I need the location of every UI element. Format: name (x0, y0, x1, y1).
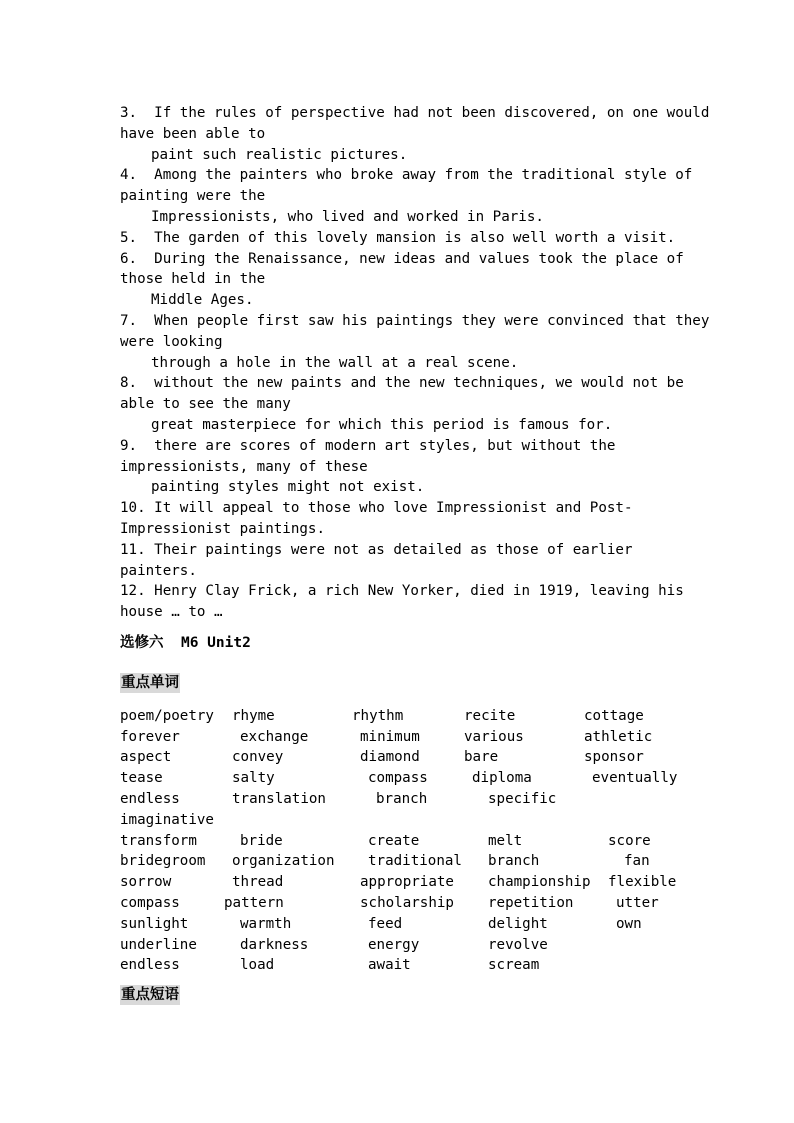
sentence-line: 11. Their paintings were not as detailed as those of earlier (120, 541, 633, 558)
vocabulary-word: fan (624, 853, 650, 869)
vocabulary-word: transform (120, 833, 197, 849)
key-words-heading: 重点单词 (121, 675, 179, 691)
vocabulary-word: bride (240, 833, 283, 849)
vocabulary-word: melt (488, 833, 523, 849)
vocabulary-word: forever (120, 729, 180, 745)
sentence-item (120, 311, 710, 373)
sentence-continuation: through a hole in the wall at a real scene. (151, 354, 519, 371)
vocabulary-word: scream (488, 957, 540, 973)
vocabulary-word: diploma (472, 770, 532, 786)
vocabulary-word: cottage (584, 708, 644, 724)
vocabulary-word: delight (488, 916, 548, 932)
vocabulary-word: scholarship (360, 895, 454, 911)
vocabulary-row (0, 955, 794, 975)
sentence-line: have been able to (120, 125, 266, 142)
vocabulary-row (0, 831, 794, 851)
vocabulary-word: energy (368, 937, 420, 953)
sentence-item (120, 540, 680, 582)
sentence-line: 5. The garden of this lovely mansion is also well worth a visit. (120, 229, 676, 246)
vocabulary-word: sunlight (120, 916, 189, 932)
sentence-item (120, 373, 684, 435)
sentence-list (120, 103, 710, 623)
vocabulary-row (0, 727, 794, 747)
vocabulary-word: recite (464, 708, 516, 724)
sentence-line: house … to … (120, 604, 223, 621)
vocabulary-word: minimum (360, 729, 420, 745)
vocabulary-word: bare (464, 749, 499, 765)
vocabulary-word: warmth (240, 916, 292, 932)
sentence-line: 8. without the new paints and the new techniques, we would not be (120, 375, 684, 392)
sentence-line: were looking (120, 333, 223, 350)
vocabulary-word: diamond (360, 749, 420, 765)
vocabulary-word: branch (376, 791, 428, 807)
vocabulary-word: thread (232, 874, 284, 890)
vocabulary-word: compass (120, 895, 180, 911)
vocabulary-word: tease (120, 770, 163, 786)
vocabulary-row (0, 789, 794, 809)
vocabulary-word: organization (232, 853, 335, 869)
vocabulary-word: darkness (240, 937, 309, 953)
vocabulary-word: revolve (488, 937, 548, 953)
sentence-line: 6. During the Renaissance, new ideas and values took the place of (120, 250, 684, 267)
vocabulary-word: own (616, 916, 642, 932)
sentence-item (120, 103, 710, 165)
vocabulary-word: sorrow (120, 874, 172, 890)
vocabulary-word: create (368, 833, 420, 849)
vocabulary-word: compass (368, 770, 428, 786)
sentence-line: able to see the many (120, 396, 291, 413)
sentence-line: those held in the (120, 271, 266, 288)
sentence-line: 9. there are scores of modern art styles, but without the (120, 437, 616, 454)
vocabulary-word: bridegroom (120, 853, 206, 869)
sentence-item (120, 249, 684, 311)
vocabulary-word: imaginative (120, 812, 214, 828)
sentence-continuation: Impressionists, who lived and worked in Paris. (151, 208, 544, 225)
vocabulary-word: traditional (368, 853, 462, 869)
sentence-item (120, 165, 693, 227)
vocabulary-word: repetition (488, 895, 574, 911)
vocabulary-word: various (464, 729, 524, 745)
vocabulary-row (0, 747, 794, 767)
vocabulary-word: salty (232, 770, 275, 786)
sentence-line: 10. It will appeal to those who love Impressionist and Post- (120, 500, 633, 517)
vocabulary-row (0, 872, 794, 892)
sentence-item (120, 436, 680, 498)
vocabulary-word: aspect (120, 749, 172, 765)
vocabulary-row (0, 935, 794, 955)
vocabulary-word: athletic (584, 729, 653, 745)
vocabulary-row (0, 914, 794, 934)
vocabulary-word: specific (488, 791, 557, 807)
vocabulary-word: championship (488, 874, 591, 890)
vocabulary-word: utter (616, 895, 659, 911)
vocabulary-row (0, 851, 794, 871)
vocabulary-word: flexible (608, 874, 677, 890)
vocabulary-word: rhyme (232, 708, 275, 724)
sentence-line: Impressionist paintings. (120, 520, 325, 537)
sentence-line: painting were the (120, 188, 266, 205)
sentence-continuation: great masterpiece for which this period is famous for. (151, 416, 613, 433)
sentence-continuation: paint such realistic pictures. (151, 146, 408, 163)
vocabulary-word: score (608, 833, 651, 849)
vocabulary-word: endless (120, 791, 180, 807)
vocabulary-row (0, 893, 794, 913)
vocabulary-word: await (368, 957, 411, 973)
vocabulary-word: endless (120, 957, 180, 973)
sentence-item (120, 581, 684, 623)
vocabulary-word: pattern (224, 895, 284, 911)
vocabulary-word: convey (232, 749, 284, 765)
sentence-line: impressionists, many of these (120, 458, 368, 475)
vocabulary-word: sponsor (584, 749, 644, 765)
sentence-item (120, 498, 680, 540)
vocabulary-word: load (240, 957, 275, 973)
vocabulary-row (0, 768, 794, 788)
sentence-continuation: Middle Ages. (151, 292, 254, 309)
vocabulary-word: rhythm (352, 708, 404, 724)
sentence-line: 3. If the rules of perspective had not been discovered, on one would (120, 105, 710, 121)
vocabulary-word: exchange (240, 729, 309, 745)
vocabulary-word: branch (488, 853, 540, 869)
sentence-line: 12. Henry Clay Frick, a rich New Yorker, died in 1919, leaving his (120, 583, 684, 600)
sentence-item (120, 228, 680, 249)
vocabulary-word: translation (232, 791, 326, 807)
vocabulary-row (0, 706, 794, 726)
vocabulary-word: poem/poetry (120, 708, 214, 724)
vocabulary-word: underline (120, 937, 197, 953)
key-phrases-heading: 重点短语 (121, 987, 179, 1003)
vocabulary-word: feed (368, 916, 403, 932)
sentence-line: painters. (120, 562, 197, 579)
sentence-line: 7. When people first saw his paintings they were convinced that they (120, 312, 710, 329)
vocabulary-word: eventually (592, 770, 678, 786)
unit-heading: 选修六 M6 Unit2 (120, 635, 251, 651)
sentence-line: 4. Among the painters who broke away from the traditional style of (120, 167, 693, 184)
vocabulary-row (0, 810, 794, 830)
vocabulary-word: appropriate (360, 874, 454, 890)
sentence-continuation: painting styles might not exist. (151, 479, 425, 496)
